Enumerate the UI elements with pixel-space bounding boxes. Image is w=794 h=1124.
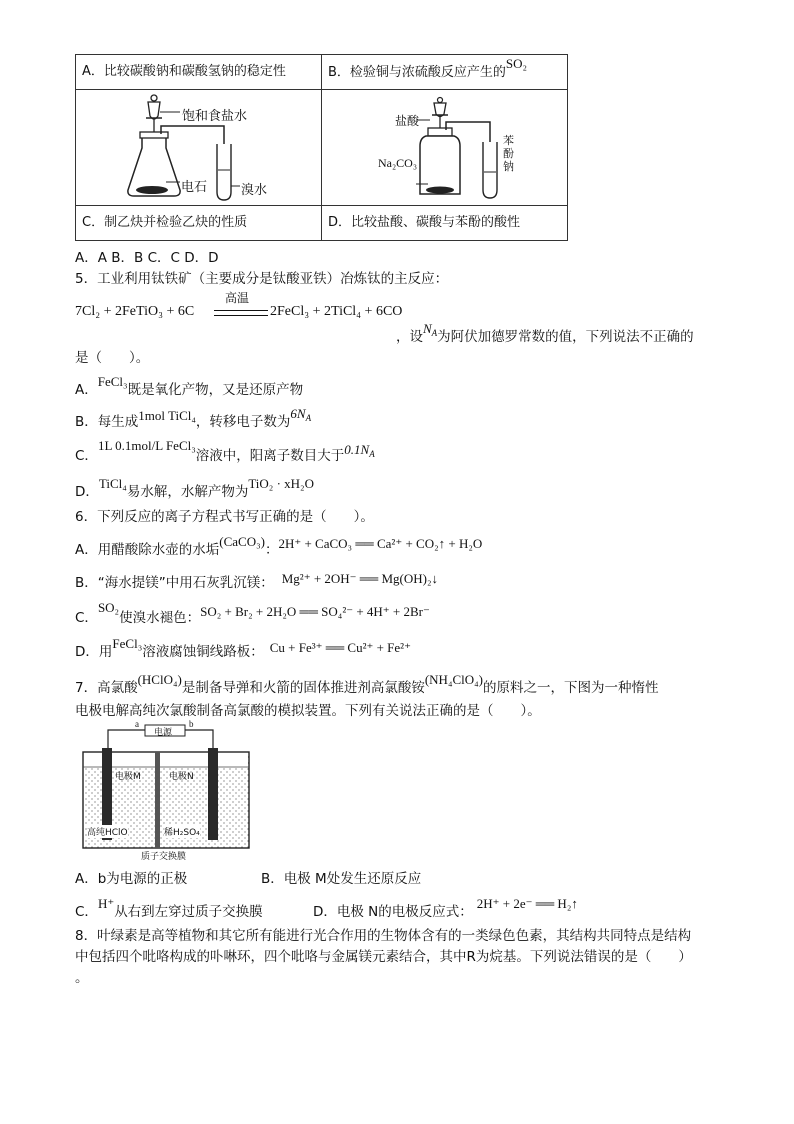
q5-opt-d-formula: TiCl₄ <box>98 476 127 491</box>
cell-c-label: C．制乙炔并检验乙炔的性质 <box>82 215 248 230</box>
q5-opt-c-label: C． <box>75 448 98 464</box>
electrolysis-diagram <box>75 719 265 862</box>
label-sodium-carbonate: Na₂CO₃ <box>378 156 418 170</box>
q4-answer-options: A．A B．B C．C D．D <box>75 250 219 266</box>
q6-opt-a-colon: ： <box>264 542 279 558</box>
label-phenoxide-char-3: 钠 <box>503 160 514 173</box>
q5-stem: 5．工业利用钛铁矿（主要成分是钛酸亚铁）冶炼钛的主反应： <box>75 271 449 287</box>
q5-tail-1: ，设 <box>396 329 423 345</box>
q6-option-c <box>75 600 430 626</box>
q6-opt-d-text: 溶液腐蚀铜线路板： <box>142 644 264 660</box>
q6-opt-c-formula: SO₂ <box>97 600 120 615</box>
q6-option-b <box>75 571 438 591</box>
q7-stem-line-1 <box>75 672 659 696</box>
q5-eq-arrow <box>214 310 268 316</box>
q6-opt-a-label: A．用醋酸除水壶的水垢 <box>75 542 220 558</box>
q5-opt-d-text: 易水解，水解产物为 <box>126 484 249 500</box>
q5-option-d <box>75 476 314 500</box>
label-electrode-n: 电极N <box>169 772 194 782</box>
q5-option-a <box>75 374 304 398</box>
label-power-source: 电源 <box>154 728 173 738</box>
q5-eq-right: 2FeCl₃ + 2TiCl₄ + 6CO <box>270 304 403 319</box>
q5-eq-condition: 高温 <box>225 291 250 305</box>
acidity-apparatus-drawing <box>322 90 567 205</box>
q7-option-a: A．b为电源的正极 <box>75 871 188 887</box>
q6-opt-a-paren: (CaCO₃) <box>219 534 265 549</box>
label-electrode-m: 电极M <box>115 772 141 782</box>
q6-opt-d-label: D．用 <box>75 644 113 660</box>
acetylene-apparatus <box>76 90 321 205</box>
label-hydrochloric-acid: 盐酸 <box>395 114 420 128</box>
q5-na-symbol: $N_A$ <box>423 321 438 338</box>
q6-opt-c-equation: SO₂ + Br₂ + 2H₂O ══ SO₄²⁻ + 4H⁺ + 2Br⁻ <box>200 604 430 619</box>
q5-opt-a-text: 既是氧化产物，又是还原产物 <box>127 382 304 398</box>
label-dilute-h2so4: 稀H₂SO₄ <box>164 825 200 838</box>
q4-options-table <box>75 54 568 241</box>
q6-stem: 6．下列反应的离子方程式书写正确的是（ ）。 <box>75 509 374 525</box>
q7-paren-nh4clo4: (NH₄ClO₄) <box>424 672 484 687</box>
q5-opt-b-formula: 1mol TiCl₄ <box>138 408 196 423</box>
label-saturated-brine: 饱和食盐水 <box>182 109 248 124</box>
q5-eq-left: 7Cl₂ + 2FeTiO₃ + 6C <box>75 304 195 319</box>
q5-opt-b-label: B．每生成 <box>75 414 139 430</box>
q7-paren-hclo4: (HClO₄) <box>137 672 182 687</box>
q5-na-letter: N <box>423 321 432 336</box>
cell-d <box>322 206 568 241</box>
cell-b-text: B．检验铜与浓硫酸反应产生的 <box>328 65 506 80</box>
label-phenoxide-char-2: 酚 <box>503 147 514 160</box>
label-sodium-phenoxide <box>503 134 515 173</box>
q5-opt-c-formula: 1L 0.1mol/L FeCl₃ <box>97 438 196 453</box>
cell-d-image <box>322 90 568 206</box>
q6-opt-d-formula: FeCl₃ <box>112 636 143 651</box>
q6-opt-c-label: C． <box>75 610 98 626</box>
electrolysis-drawing <box>75 722 265 860</box>
cell-a <box>76 55 322 90</box>
q6-option-d <box>75 636 411 660</box>
q8-line-3: 。 <box>75 970 89 986</box>
q6-opt-a-equation: 2H⁺ + CaCO₃ ══ Ca²⁺ + CO₂↑ + H₂O <box>278 536 483 551</box>
q7-option-c <box>75 896 263 920</box>
q5-opt-c-text: 溶液中，阳离子数目大于 <box>195 448 345 464</box>
cell-a-label: A．比较碳酸钠和碳酸氢钠的稳定性 <box>82 64 286 79</box>
cell-d-label: D．比较盐酸、碳酸与苯酚的酸性 <box>328 215 521 230</box>
q7-opt-c-label: C． <box>75 904 98 920</box>
q5-equation <box>75 290 405 330</box>
label-proton-exchange-membrane: 质子交换膜 <box>141 852 187 862</box>
q6-option-a <box>75 534 483 558</box>
acidity-apparatus <box>322 90 567 205</box>
q6-opt-b-label: B．“海水提镁”中用石灰乳沉镁： <box>75 575 274 591</box>
q5-option-c <box>75 438 375 465</box>
q7-option-b: B．电极 M处发生还原反应 <box>261 871 422 887</box>
q5-opt-b-formula2-text: 6N <box>290 406 306 421</box>
q5-tail-2: 为阿伏加德罗常数的值，下列说法不正确的 <box>437 329 694 345</box>
q5-opt-a-label: A． <box>75 382 98 398</box>
q5-opt-a-formula: FeCl₃ <box>97 374 128 389</box>
q5-opt-c-formula2-text: 0.1N <box>344 442 370 457</box>
cell-c-image <box>76 90 322 206</box>
q5-opt-b-text: ，转移电子数为 <box>195 414 291 430</box>
q6-opt-c-text: 使溴水褪色： <box>119 610 201 626</box>
q7-opt-d-equation: 2H⁺ + 2e⁻ ══ H₂↑ <box>476 896 578 911</box>
cell-b <box>322 55 568 90</box>
q6-opt-d-equation: Cu + Fe³⁺ ══ Cu²⁺ + Fe²⁺ <box>269 640 411 655</box>
label-pure-hclo: 高纯HClO <box>87 825 128 838</box>
q5-opt-d-formula2: TiO₂ · xH₂O <box>248 476 314 491</box>
cell-b-formula: SO₂ <box>505 56 528 71</box>
q5-opt-b-formula2: $6N_A$ <box>290 406 312 423</box>
label-phenoxide-char-1: 苯 <box>503 134 514 147</box>
cell-c <box>76 206 322 241</box>
q7-stem-1c: 的原料之一，下图为一种惰性 <box>483 680 659 696</box>
q7-option-d <box>313 896 578 920</box>
q7-stem-line-2: 电极电解高纯次氯酸制备高氯酸的模拟装置。下列有关说法正确的是（ ）。 <box>75 703 541 719</box>
q5-opt-c-formula2: $0.1N_A$ <box>344 442 375 459</box>
label-bromine-water: 溴水 <box>241 183 268 198</box>
q8-line-2: 中包括四个吡咯构成的卟啉环，四个吡咯与金属镁元素结合，其中R为烷基。下列说法错误的是（ ） <box>75 949 692 965</box>
q6-opt-b-equation: Mg²⁺ + 2OH⁻ ══ Mg(OH)₂↓ <box>281 571 438 586</box>
label-terminal-b: b <box>189 719 194 729</box>
q7-opt-c-formula: H⁺ <box>97 896 115 911</box>
q7-opt-d-text: D．电极 N的电极反应式： <box>313 904 473 920</box>
q8-line-1: 8．叶绿素是高等植物和其它所有能进行光合作用的生物体含有的一类绿色色素，其结构共同特点是结构 <box>75 928 692 944</box>
q7-opt-c-text: 从右到左穿过质子交换膜 <box>114 904 263 920</box>
label-terminal-a: a <box>135 719 139 729</box>
q5-tail-line <box>396 321 694 346</box>
cell-b-label <box>322 55 567 89</box>
q7-stem-1b: 是制备导弹和火箭的固体推进剂高氯酸铵 <box>181 680 425 696</box>
label-calcium-carbide: 电石 <box>181 180 208 195</box>
q5-tail-3: 是（ ）。 <box>75 350 150 366</box>
q7-stem-1a: 7．高氯酸 <box>75 680 138 696</box>
q5-opt-d-label: D． <box>75 484 99 500</box>
q5-option-b <box>75 406 312 431</box>
